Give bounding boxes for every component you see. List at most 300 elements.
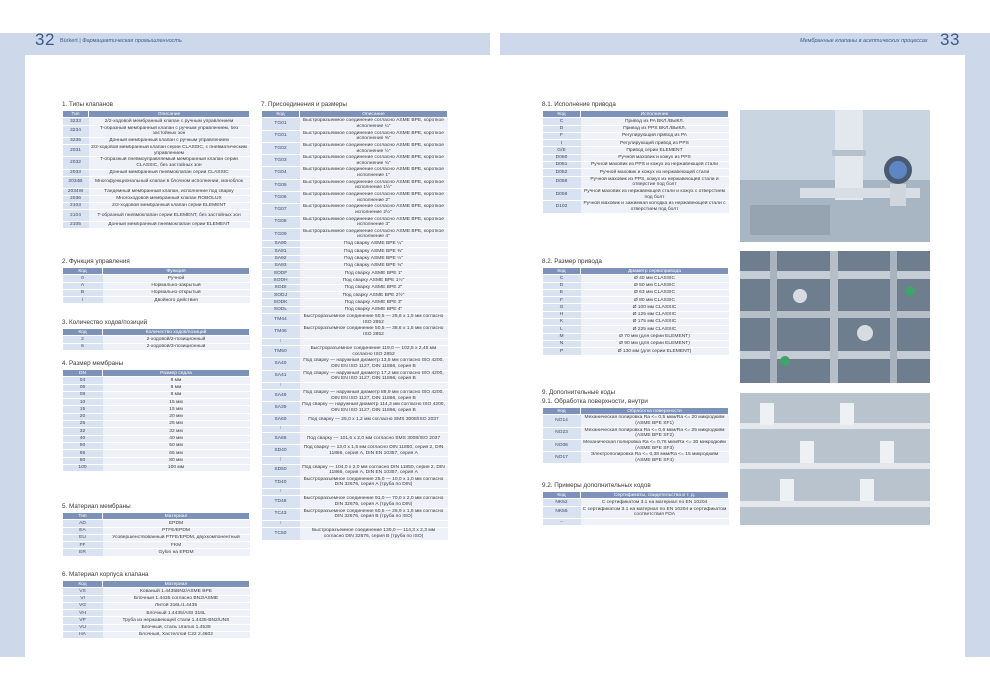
cell-code: I <box>543 140 581 147</box>
connections-table <box>261 110 448 541</box>
table-row <box>262 358 448 370</box>
cell-description: Механическая полировка Ra <= 0,5 мкм/Ra <= 20 микродюйм (ASME BPE SF1) <box>581 415 729 427</box>
cell-code: D <box>543 125 581 132</box>
table-row <box>262 345 448 357</box>
table-row <box>63 137 250 144</box>
cell-description: Ручной <box>103 275 250 282</box>
cell-code: AD <box>63 520 103 527</box>
table-row <box>63 428 250 435</box>
cell-description: Ø 100 мм CLASSIC <box>581 304 729 311</box>
valve-types-section <box>62 101 250 229</box>
table-header-row <box>543 408 729 415</box>
cell-description: 32 мм <box>103 428 250 435</box>
cell-description: Под сварку ASME BPE ¾" <box>300 263 448 270</box>
table-row <box>63 391 250 398</box>
cell-description: Ø 225 мм CLASSIC <box>581 326 729 333</box>
table-row <box>63 464 250 471</box>
cell-code: 10 <box>63 399 103 406</box>
table-row <box>543 297 729 304</box>
cell-description: Блочный 1.4435/AISI 316L <box>103 610 250 617</box>
section-title: 6. Материал корпуса клапана <box>62 571 149 578</box>
table-row <box>543 439 729 451</box>
table-row <box>262 476 448 488</box>
table-header-row <box>543 268 729 275</box>
column-header-description: Диаметр сервопривода <box>581 268 729 275</box>
section-subtitle: 9.1. Обработка поверхности, внутри <box>542 398 648 405</box>
cell-description: Блочный, Хастеллой C22 2.4602 <box>103 632 250 639</box>
cell-code: H <box>543 311 581 318</box>
cell-description: Быстроразъемное соединение согласно ASME BPE, короткое исполнение 1½" <box>300 179 448 191</box>
cell-code: C <box>543 275 581 282</box>
cell-description: Быстроразъемное соединение 130,0 — 114,3 х 2,3 мм согласно DIN 32676, серия B (труба по ISO) <box>300 528 448 540</box>
cell-code: SD50 <box>262 464 300 476</box>
actuator-version-table <box>542 110 729 214</box>
cell-code: 20 <box>63 413 103 420</box>
cell-description: 40 мм <box>103 435 250 442</box>
cell-description: Привод из PA ВКЛ./ВЫКЛ. <box>581 118 729 125</box>
cell-code: SA49 <box>262 390 300 402</box>
cell-code: 3235 <box>63 137 89 144</box>
cell-description: Под сварку ASME BPE 1" <box>300 270 448 277</box>
cell-code: TM50 <box>262 345 300 357</box>
cell-description: Быстроразъемное соединение согласно ASME BPE, короткое исполнение 2" <box>300 191 448 203</box>
cell-description <box>300 426 448 433</box>
table-row <box>262 489 448 496</box>
cell-description: Ø 63 мм CLASSIC <box>581 289 729 296</box>
cell-code: SODK <box>262 299 300 306</box>
column-header-code: Код <box>63 329 103 336</box>
column-header-description: Исполнение <box>581 111 729 118</box>
cell-code: VG <box>63 602 103 609</box>
cell-code: SODI <box>262 284 300 291</box>
cell-description: T-образный мембранный клапан с ручным управлением, без застойных зон <box>89 125 250 137</box>
valve-manifold-photo <box>740 393 930 525</box>
cell-description: Двойного действия <box>103 297 250 304</box>
left-header-band <box>25 33 490 55</box>
cell-code: 6 <box>63 343 103 350</box>
table-row <box>543 499 729 506</box>
right-page-number: 33 <box>940 30 960 49</box>
cell-description: Привод серии ELEMENT <box>581 147 729 154</box>
table-row <box>262 130 448 142</box>
cell-description: Быстроразъемное соединение согласно ASME BPE, короткое исполнение ½" <box>300 142 448 154</box>
table-row <box>262 155 448 167</box>
table-row <box>262 528 448 540</box>
cell-code: TC43 <box>262 508 300 520</box>
right-page-edge <box>965 33 990 657</box>
table-row <box>543 452 729 464</box>
cell-code: F <box>543 132 581 139</box>
cell-description: Донный мембранный пневмоклапан серии CLASSIC <box>89 169 250 176</box>
cell-code: K <box>543 319 581 326</box>
cell-code: 40 <box>63 435 103 442</box>
cell-code: SA91 <box>262 248 300 255</box>
cell-code: ⁞ <box>262 426 300 433</box>
cell-code: ⁞ <box>262 382 300 389</box>
table-row <box>262 508 448 520</box>
table-row <box>262 402 448 414</box>
cell-description: Ø 90 мм (для серии ELEMENT) <box>581 340 729 347</box>
cell-description: EPDM <box>103 520 250 527</box>
table-row <box>63 450 250 457</box>
cell-description: Ручной маховик и зажимная колодка из нержавеющей стали с отверстием под болт <box>581 201 729 213</box>
table-row <box>262 118 448 130</box>
cell-description: Тандемный мембранный клапан, исполнение под сварку <box>89 188 250 195</box>
column-header-description: Описание <box>89 111 250 118</box>
table-row <box>543 427 729 439</box>
cell-code: NO23 <box>543 427 581 439</box>
table-row <box>63 384 250 391</box>
cell-description: Ø 130 мм (для серии ELEMENT) <box>581 348 729 355</box>
table-row <box>543 147 729 154</box>
cell-description: Быстроразъемное соединение 25,0 — 10,0 х 1,0 мм согласно DIN 32676, серия A (труба по DIN) <box>300 476 448 488</box>
diaphragm-material-table <box>62 512 250 557</box>
column-header-description: Материал <box>103 581 250 588</box>
right-header-band <box>500 33 965 55</box>
table-row <box>63 336 250 343</box>
cell-description: 2/2-ходовой мембранный клапан серии CLASSIC, с пневматическим управлением <box>89 145 250 157</box>
table-header-row <box>63 370 250 377</box>
cell-code: C <box>543 118 581 125</box>
cell-code: SA39 <box>262 402 300 414</box>
cell-description: Под сварку — 25,0 х 1,2 мм согласно SMS 3008/ISO 2037 <box>300 414 448 426</box>
diaphragm-size-table <box>62 369 250 472</box>
cell-description: 8 мм <box>103 377 250 384</box>
table-row <box>63 610 250 617</box>
table-row <box>63 343 250 350</box>
table-row <box>543 201 729 213</box>
cell-description: Под сварку — 13,0 х 1,5 мм согласно DIN 11850, серия 2, DIN 11866, серия A, DIN EN 10357, серия A <box>300 444 448 456</box>
cell-code: SA40 <box>262 358 300 370</box>
cell-code: SA90 <box>262 241 300 248</box>
cell-description: Нормально-закрытый <box>103 282 250 289</box>
table-row <box>63 421 250 428</box>
cell-description: 8 мм <box>103 384 250 391</box>
table-row <box>63 297 250 304</box>
cell-code: HA <box>63 632 103 639</box>
cell-description: Под сварку ASME BPE 4" <box>300 306 448 313</box>
cell-code: 3233 <box>63 118 89 125</box>
left-page-number: 32 <box>35 30 55 49</box>
section-title: 2. Функция управления <box>62 258 130 265</box>
table-row <box>63 534 250 541</box>
section-title: 3. Количество ходов/позиций <box>62 319 148 326</box>
column-header-description: Сертификаты, свидетельства и т. д. <box>581 492 729 499</box>
cell-description: Под сварку — наружный диаметр 88,9 мм согласно ISO 4200, DIN EN ISO 1127, DIN 11866, серия B <box>300 390 448 402</box>
cell-code: VS <box>63 588 103 595</box>
cell-description: Донный мембранный пневмоклапан серии ELEMENT <box>89 221 250 228</box>
actuator-size-section <box>542 258 729 356</box>
cell-code: D102 <box>543 201 581 213</box>
cell-code: TG01 <box>262 118 300 130</box>
table-row <box>63 527 250 534</box>
section-title: 7. Присоединения и размеры <box>261 101 347 108</box>
cell-description: Многоходовой мембранный клапан ROBOLUX <box>89 195 250 202</box>
cell-code: 32 <box>63 428 103 435</box>
cell-description <box>300 489 448 496</box>
table-row <box>63 542 250 549</box>
cell-description: T-образный пневмоклапан серии ELEMENT, без застойных зон <box>89 210 250 222</box>
column-header-code: Код <box>543 268 581 275</box>
cell-code: F <box>543 297 581 304</box>
table-row <box>262 263 448 270</box>
cell-code: SODF <box>262 270 300 277</box>
table-row <box>63 632 250 639</box>
cell-code: 2034W <box>63 188 89 195</box>
table-row <box>262 179 448 191</box>
column-header-description: Функция <box>103 268 250 275</box>
cell-code: 50 <box>63 442 103 449</box>
cell-description: Ручной маховик из PPS, кожух из нержавеющей стали и отверстие под болт <box>581 176 729 188</box>
table-row <box>543 319 729 326</box>
diaphragm-material-section <box>62 503 250 557</box>
cell-description: Нормально-открытый <box>103 289 250 296</box>
table-row <box>543 140 729 147</box>
table-row <box>262 496 448 508</box>
table-row <box>63 520 250 527</box>
cell-code: I <box>63 297 103 304</box>
cell-description: Регулирующий привод из PA <box>581 132 729 139</box>
table-header-row <box>262 111 448 118</box>
cell-description: Усовершенствованный PTFE/EPDM, двухкомпонентный <box>103 534 250 541</box>
cell-code: TG05 <box>262 179 300 191</box>
table-row <box>262 426 448 433</box>
actuator-size-table <box>542 267 729 356</box>
body-material-section <box>62 571 250 639</box>
table-row <box>63 177 250 189</box>
column-header-code: Тип <box>63 111 89 118</box>
cell-description: Быстроразъемное соединение согласно ASME BPE, короткое исполнение 2½" <box>300 204 448 216</box>
section-title: 9.2. Примеры дополнительных кодов <box>542 482 651 489</box>
table-row <box>262 270 448 277</box>
connections-section <box>261 101 448 541</box>
cell-code: 2 <box>63 336 103 343</box>
valve-types-table <box>62 110 250 229</box>
cell-code: SA66 <box>262 433 300 445</box>
cell-description: 100 мм <box>103 464 250 471</box>
column-header-code: Тип <box>63 513 103 520</box>
cell-code: 0 <box>63 275 103 282</box>
table-row <box>543 125 729 132</box>
cell-code: SA93 <box>262 263 300 270</box>
column-header-description: Описание <box>300 111 448 118</box>
cell-description: Под сварку ASME BPE ⅜" <box>300 248 448 255</box>
table-row <box>262 370 448 382</box>
cell-code: 04 <box>63 377 103 384</box>
table-row <box>63 221 250 228</box>
table-row <box>262 255 448 262</box>
cell-code: FF <box>63 542 103 549</box>
cell-code: 65 <box>63 450 103 457</box>
table-row <box>63 602 250 609</box>
cell-code: N <box>543 340 581 347</box>
table-row <box>262 457 448 464</box>
table-row <box>262 414 448 426</box>
table-row <box>262 284 448 291</box>
cell-description: Под сварку ASME BPE 2" <box>300 284 448 291</box>
cell-code: VU <box>63 624 103 631</box>
cell-code: 2104 <box>63 210 89 222</box>
cell-code: TG06 <box>262 191 300 203</box>
cell-code: 2033 <box>63 169 89 176</box>
body-material-table <box>62 580 250 639</box>
cell-description <box>300 382 448 389</box>
cell-description: Под сварку ASME BPE 3" <box>300 299 448 306</box>
cell-code: SODJ <box>262 292 300 299</box>
table-row <box>262 299 448 306</box>
table-row <box>262 314 448 326</box>
table-row <box>63 413 250 420</box>
cell-code: ER <box>63 549 103 556</box>
cell-code: G/E <box>543 147 581 154</box>
cell-description: Кованый 1.4435BN2/ASME BPE <box>103 588 250 595</box>
cell-code: NO06 <box>543 439 581 451</box>
cell-description: Механическая полировка Ra <= 0,6 мкм/Ra <= 25 микродюйм (ASME BPE SF2) <box>581 427 729 439</box>
cell-description: Под сварку — 104,0 х 2,0 мм согласно DIN 11850, серия 2, DIN 11866, серия A, DIN EN 10357, серия A <box>300 464 448 476</box>
cell-code: M <box>543 333 581 340</box>
section-title: 9. Дополнительные коды <box>542 389 615 396</box>
cell-code: NO14 <box>543 415 581 427</box>
table-row <box>262 277 448 284</box>
table-row <box>63 157 250 169</box>
table-row <box>543 348 729 355</box>
table-header-row <box>63 581 250 588</box>
cell-description: Под сварку — наружный диаметр 13,5 мм согласно ISO 4200, DIN EN ISO 1127, DIN 11866, серия B <box>300 358 448 370</box>
column-header-description: Материал <box>103 513 250 520</box>
section-title: 4. Размер мембраны <box>62 360 124 367</box>
cell-description: Блочный 1.4435 согласно BN2/ASME <box>103 595 250 602</box>
cell-code: NK52 <box>543 499 581 506</box>
cell-code: TG03 <box>262 155 300 167</box>
column-header-description: Размер седла <box>103 370 250 377</box>
process-piping-photo <box>740 251 930 383</box>
cell-description: Быстроразъемное соединение 50,5 — 25,6 х 1,5 мм согласно ISO 2852 <box>300 314 448 326</box>
cell-code: SODH <box>262 277 300 284</box>
cell-description: 65 мм <box>103 450 250 457</box>
positions-table <box>62 328 250 351</box>
cell-description <box>300 520 448 527</box>
table-row <box>543 304 729 311</box>
cell-code: EU <box>63 534 103 541</box>
table-row <box>262 382 448 389</box>
table-row <box>543 282 729 289</box>
table-row <box>63 617 250 624</box>
cell-code: 2034B <box>63 177 89 189</box>
left-running-head <box>60 38 182 44</box>
table-row <box>262 216 448 228</box>
cell-description: Литой 316L/1.4435 <box>103 602 250 609</box>
column-header-code: Код <box>63 581 103 588</box>
cell-description: Механическая полировка Ra <= 0,76 мкм/Ra <= 30 микродюйм (ASME BPE SF3) <box>581 439 729 451</box>
cell-code: A <box>63 282 103 289</box>
cell-description: Привод из PPS ВКЛ./ВЫКЛ. <box>581 125 729 132</box>
cell-code: 80 <box>63 457 103 464</box>
cell-code: TD48 <box>262 496 300 508</box>
actuator-version-section <box>542 101 729 214</box>
table-header-row <box>63 268 250 275</box>
cell-code: TG02 <box>262 142 300 154</box>
cell-description: Ø 70 мм (для серии ELEMENT) <box>581 333 729 340</box>
section-title: 8.1. Исполнение привода <box>542 101 616 108</box>
cell-description: С сертификатом 3.1 на материал по EN 10204 и сертификатом соответствия FDA <box>581 506 729 518</box>
left-page-edge <box>0 33 25 657</box>
cell-code: 25 <box>63 421 103 428</box>
cell-code: VI <box>63 595 103 602</box>
table-row <box>262 464 448 476</box>
cell-description: Под сварку ASME BPE ½" <box>300 255 448 262</box>
column-header-description: Количество ходов/позиций <box>103 329 250 336</box>
cell-description: Под сварку ASME BPE 1½" <box>300 277 448 284</box>
cell-description: Под сварку ASME BPE 2½" <box>300 292 448 299</box>
cell-code: 2103 <box>63 203 89 210</box>
table-row <box>63 118 250 125</box>
cell-code: 06 <box>63 384 103 391</box>
cell-code: D059 <box>543 188 581 200</box>
cell-description: 2-ходовой/3-позиционный <box>103 343 250 350</box>
table-header-row <box>63 513 250 520</box>
cell-description: T-образный пневмоуправляемый мембранный клапан серии CLASSIC, без застойных зон <box>89 157 250 169</box>
cell-code: L <box>543 326 581 333</box>
cell-code: 2036 <box>63 195 89 202</box>
cell-description: Донный мембранный клапан с ручным управлением <box>89 137 250 144</box>
cell-code: TC50 <box>262 528 300 540</box>
cell-code: B <box>63 289 103 296</box>
table-row <box>63 169 250 176</box>
table-row <box>262 241 448 248</box>
control-function-table <box>62 267 250 304</box>
table-header-row <box>543 111 729 118</box>
table-row <box>262 433 448 445</box>
cell-code: SODL <box>262 306 300 313</box>
cell-description: Быстроразъемное соединение согласно ASME BPE, короткое исполнение ¾" <box>300 155 448 167</box>
cell-description: Электрополировка Ra <= 0,38 мкм/Ra <= 15 микродюйм (ASME BPE SF4) <box>581 452 729 464</box>
table-row <box>262 326 448 338</box>
cell-description: 15 мм <box>103 406 250 413</box>
cell-description: Ручной маховик и кожух из нержавеющей стали <box>581 169 729 176</box>
table-row <box>63 406 250 413</box>
cell-description: 2/2-ходовой мембранный клапан серии ELEMENT <box>89 203 250 210</box>
cell-description: Регулирующий привод из PPS <box>581 140 729 147</box>
section-title: 5. Материал мембраны <box>62 503 131 510</box>
cell-description: FKM <box>103 542 250 549</box>
table-row <box>543 518 729 525</box>
cell-description: PTFE/EPDM <box>103 527 250 534</box>
cell-code: ... <box>543 518 581 525</box>
cell-code: P <box>543 348 581 355</box>
cell-code: VP <box>63 617 103 624</box>
table-row <box>63 435 250 442</box>
table-row <box>63 399 250 406</box>
table-row <box>543 188 729 200</box>
cell-description: Быстроразъемное соединение согласно ASME BPE, короткое исполнение ¼" <box>300 118 448 130</box>
table-row <box>63 595 250 602</box>
table-row <box>63 125 250 137</box>
table-row <box>63 195 250 202</box>
additional-codes-section <box>542 389 729 464</box>
cell-code: SD40 <box>262 444 300 456</box>
cell-description: Под сварку — 101,6 х 2,0 мм согласно SMS 3008/ISO 2037 <box>300 433 448 445</box>
cell-description <box>300 457 448 464</box>
table-row <box>63 145 250 157</box>
table-row <box>63 275 250 282</box>
cell-description: Быстроразъемное соединение согласно ASME BPE, короткое исполнение 3" <box>300 216 448 228</box>
certificates-section <box>542 482 729 526</box>
table-row <box>543 415 729 427</box>
cell-description: 80 мм <box>103 457 250 464</box>
cell-description <box>581 518 729 525</box>
table-row <box>63 289 250 296</box>
section-title: 8.2. Размер привода <box>542 258 602 265</box>
